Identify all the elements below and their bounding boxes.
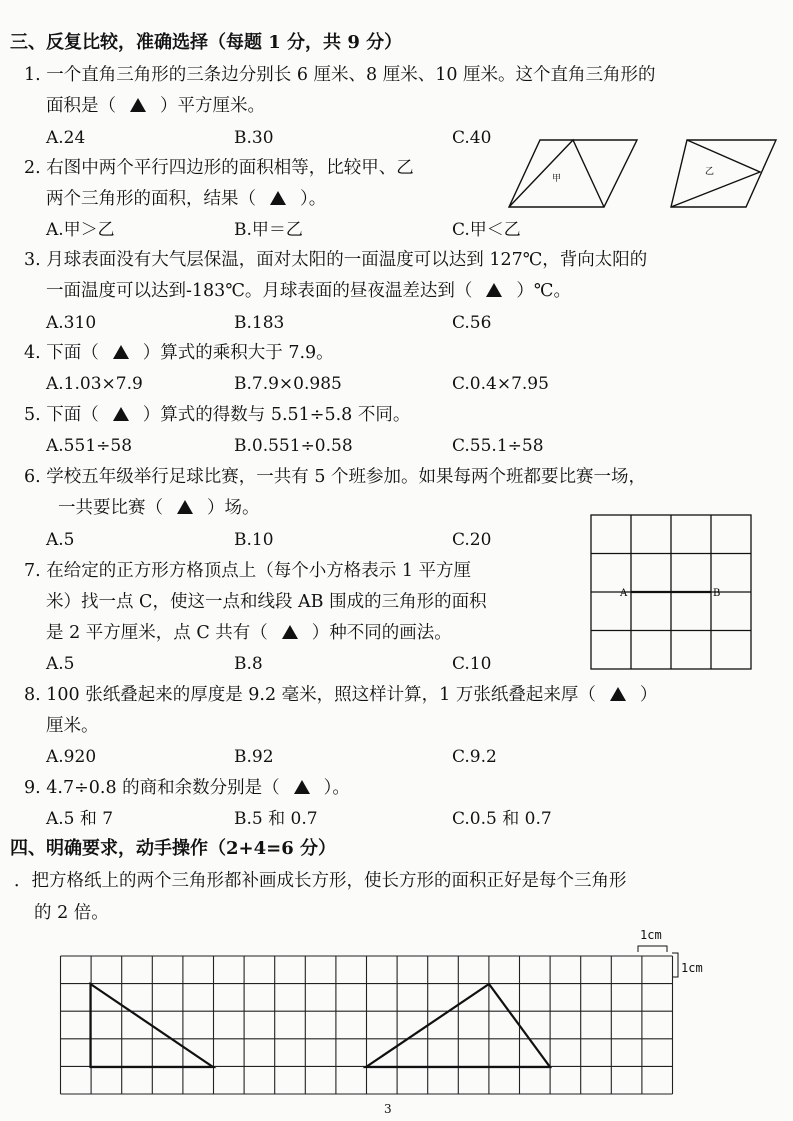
q2-option-c: C.甲＜乙	[452, 220, 521, 240]
q1-line2: 面积是（ ）平方厘米。	[46, 96, 265, 116]
triangle-yi-label: 乙	[705, 167, 715, 177]
q1-option-c: C.40	[452, 128, 492, 148]
q2-option-b: B.甲＝乙	[234, 220, 303, 240]
q7-line1: 7. 在给定的正方形方格顶点上（每个小方格表示 1 平方厘	[24, 561, 472, 581]
triangle-jia-label: 甲	[552, 174, 562, 184]
unit-label-top: 1cm	[640, 928, 662, 942]
q1-line1: 1. 一个直角三角形的三条边分别长 6 厘米、8 厘米、10 厘米。这个直角三角形的	[24, 65, 656, 85]
q6-line2: 一共要比赛（ ）场。	[58, 498, 260, 518]
point-b-label: B	[713, 588, 721, 599]
q3-option-c: C.56	[452, 313, 492, 333]
q4-option-b: B.7.9×0.985	[234, 374, 342, 394]
answer-blank-triangle-icon	[282, 625, 298, 639]
q5-option-b: B.0.551÷0.58	[234, 436, 353, 456]
q6-option-a: A.5	[46, 530, 75, 550]
answer-blank-triangle-icon	[113, 407, 129, 421]
section4-title: 四、明确要求，动手操作（2+4=6 分）	[10, 838, 337, 859]
q9-option-c: C.0.5 和 0.7	[452, 809, 552, 829]
answer-blank-triangle-icon	[130, 98, 146, 112]
q8-option-a: A.920	[46, 747, 97, 767]
q4-option-c: C.0.4×7.95	[452, 374, 549, 394]
q6-option-b: B.10	[234, 530, 274, 550]
section4-item-line2: 的 2 倍。	[34, 903, 109, 923]
q7-line2: 米）找一点 C，使这一点和线段 AB 围成的三角形的面积	[46, 592, 487, 612]
q7-option-c: C.10	[452, 654, 492, 674]
answer-blank-triangle-icon	[270, 191, 286, 205]
q2-option-a: A.甲＞乙	[46, 220, 115, 240]
q7-option-b: B.8	[234, 654, 263, 674]
q4-line1: 4. 下面（ ）算式的乘积大于 7.9。	[24, 343, 334, 363]
q8-option-b: B.92	[234, 747, 274, 767]
q1-option-a: A.24	[46, 128, 86, 148]
q7-line3: 是 2 平方厘米，点 C 共有（ ）种不同的画法。	[46, 623, 452, 643]
point-a-label: A	[620, 588, 628, 599]
q3-option-a: A.310	[46, 313, 97, 333]
q3-option-b: B.183	[234, 313, 285, 333]
ab-square-grid	[590, 514, 752, 670]
q9-option-a: A.5 和 7	[46, 809, 114, 829]
section4-item-line1: ．把方格纸上的两个三角形都补画成长方形，使长方形的面积正好是每个三角形	[14, 871, 627, 891]
q4-option-a: A.1.03×7.9	[46, 374, 143, 394]
q5-line1: 5. 下面（ ）算式的得数与 5.51÷5.8 不同。	[24, 405, 411, 425]
answer-blank-triangle-icon	[113, 345, 129, 359]
unit-label-side: 1cm	[681, 961, 703, 975]
q5-option-a: A.551÷58	[46, 436, 133, 456]
q5-option-c: C.55.1÷58	[452, 436, 544, 456]
q9-line1: 9. 4.7÷0.8 的商和余数分别是（ ）。	[24, 778, 350, 798]
q8-line1: 8. 100 张纸叠起来的厚度是 9.2 毫米，照这样计算，1 万张纸叠起来厚（ ）	[24, 685, 658, 705]
answer-blank-triangle-icon	[486, 283, 502, 297]
grid-paper	[60, 954, 670, 1100]
answer-blank-triangle-icon	[177, 500, 193, 514]
q7-option-a: A.5	[46, 654, 75, 674]
page-number: 3	[384, 1102, 392, 1116]
section3-title: 三、反复比较，准确选择（每题 1 分，共 9 分）	[10, 32, 403, 53]
answer-blank-triangle-icon	[610, 687, 626, 701]
q9-option-b: B.5 和 0.7	[234, 809, 318, 829]
q2-line1: 2. 右图中两个平行四边形的面积相等，比较甲、乙	[24, 158, 414, 178]
q3-line2: 一面温度可以达到-183℃。月球表面的昼夜温差达到（ ）℃。	[46, 281, 571, 301]
q6-line1: 6. 学校五年级举行足球比赛，一共有 5 个班参加。如果每两个班都要比赛一场，	[24, 467, 647, 487]
q2-line2: 两个三角形的面积，结果（ ）。	[46, 189, 327, 209]
answer-blank-triangle-icon	[294, 780, 310, 794]
q8-option-c: C.9.2	[452, 747, 497, 767]
parallelogram-figures	[506, 137, 786, 211]
q1-option-b: B.30	[234, 128, 274, 148]
q3-line1: 3. 月球表面没有大气层保温，面对太阳的一面温度可以达到 127℃，背向太阳的	[24, 250, 648, 270]
q6-option-c: C.20	[452, 530, 492, 550]
q8-line2: 厘米。	[46, 716, 99, 736]
